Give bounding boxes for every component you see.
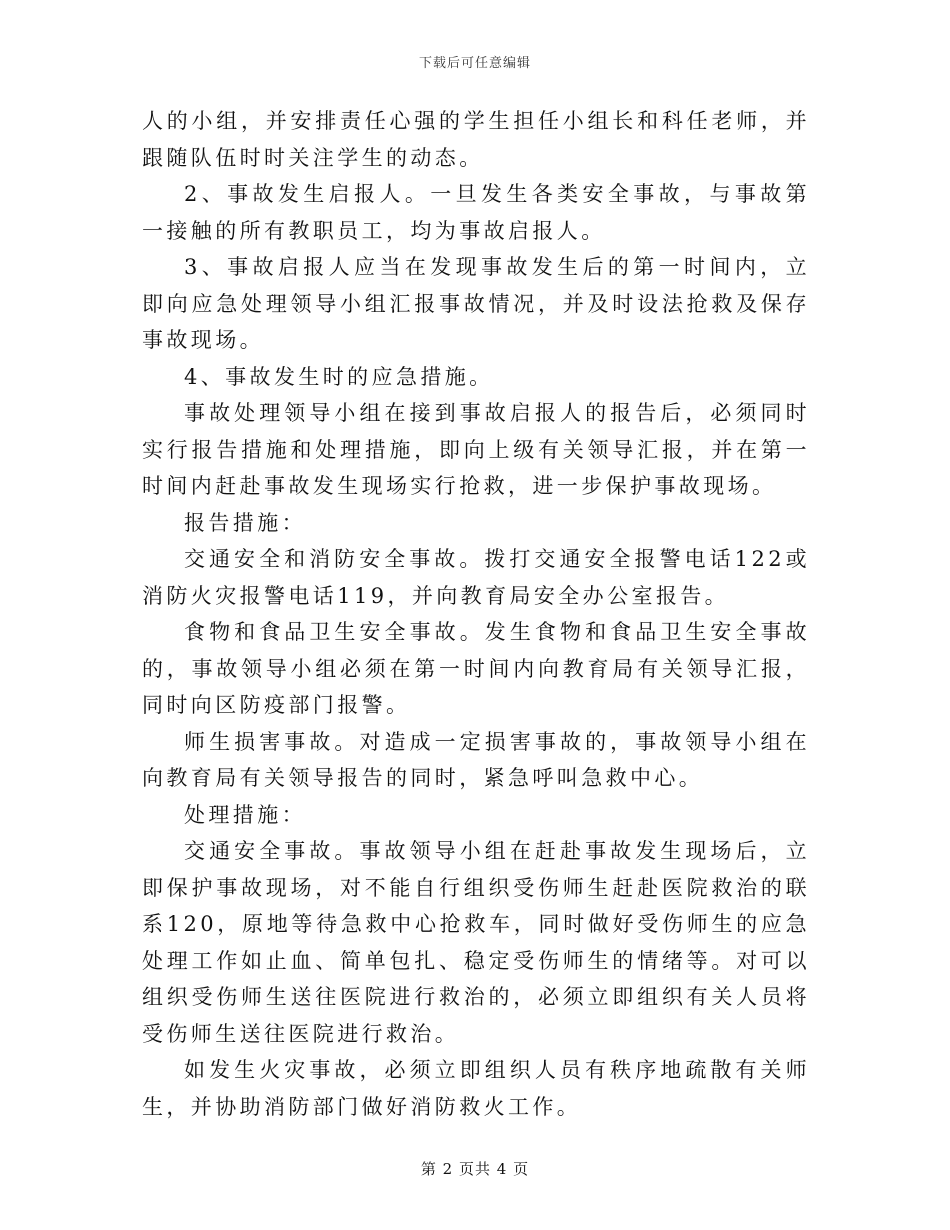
paragraph-traffic-handling: 交通安全事故。事故领导小组在赶赴事故发生现场后，立即保护事故现场，对不能自行组织受伤师生赶赴医院救治的联系120，原地等待急救中心抢救车，同时做好受伤师生的应急处理工作如止血、简单包扎、稳定受伤师生的情绪等。对可以组织受伤师生送往医院进行救治的，必须立即组织有关人员将受伤师生送往医院进行救治。 [142, 839, 810, 1046]
paragraph-injury-report: 师生损害事故。对造成一定损害事故的，事故领导小组在向教育局有关领导报告的同时，紧急呼叫急救中心。 [142, 729, 810, 790]
paragraph-food-safety-report: 食物和食品卫生安全事故。发生食物和食品卫生安全事故的，事故领导小组必须在第一时间内向教育局有关领导汇报，同时向区防疫部门报警。 [142, 620, 810, 717]
paragraph-traffic-fire-report: 交通安全和消防安全事故。拨打交通安全报警电话122或消防火灾报警电话119，并向教育局安全办公室报告。 [142, 547, 810, 608]
paragraph-item-4: 4、事故发生时的应急措施。 [184, 364, 494, 389]
paragraph-fire-handling: 如发生火灾事故，必须立即组织人员有秩序地疏散有关师生，并协助消防部门做好消防救火工作。 [142, 1058, 810, 1119]
paragraph-item-2: 2、事故发生启报人。一旦发生各类安全事故，与事故第一接触的所有教职员工，均为事故启报人。 [142, 182, 810, 243]
document-body [142, 103, 810, 1125]
paragraph-item-3: 3、事故启报人应当在发现事故发生后的第一时间内，立即向应急处理领导小组汇报事故情况，并及时设法抢救及保存事故现场。 [142, 255, 810, 352]
paragraph-continuation: 人的小组，并安排责任心强的学生担任小组长和科任老师，并跟随队伍时时关注学生的动态。 [142, 109, 810, 170]
page-footer: 第 2 页共 4 页 [420, 1160, 530, 1178]
page-header: 下载后可任意编辑 [418, 56, 531, 71]
section-heading-handling-measures: 处理措施： [184, 802, 306, 827]
paragraph-emergency-handling: 事故处理领导小组在接到事故启报人的报告后，必须同时实行报告措施和处理措施，即向上级有关领导汇报，并在第一时间内赶赴事故发生现场实行抢救，进一步保护事故现场。 [142, 401, 810, 498]
section-heading-report-measures: 报告措施： [184, 510, 306, 535]
